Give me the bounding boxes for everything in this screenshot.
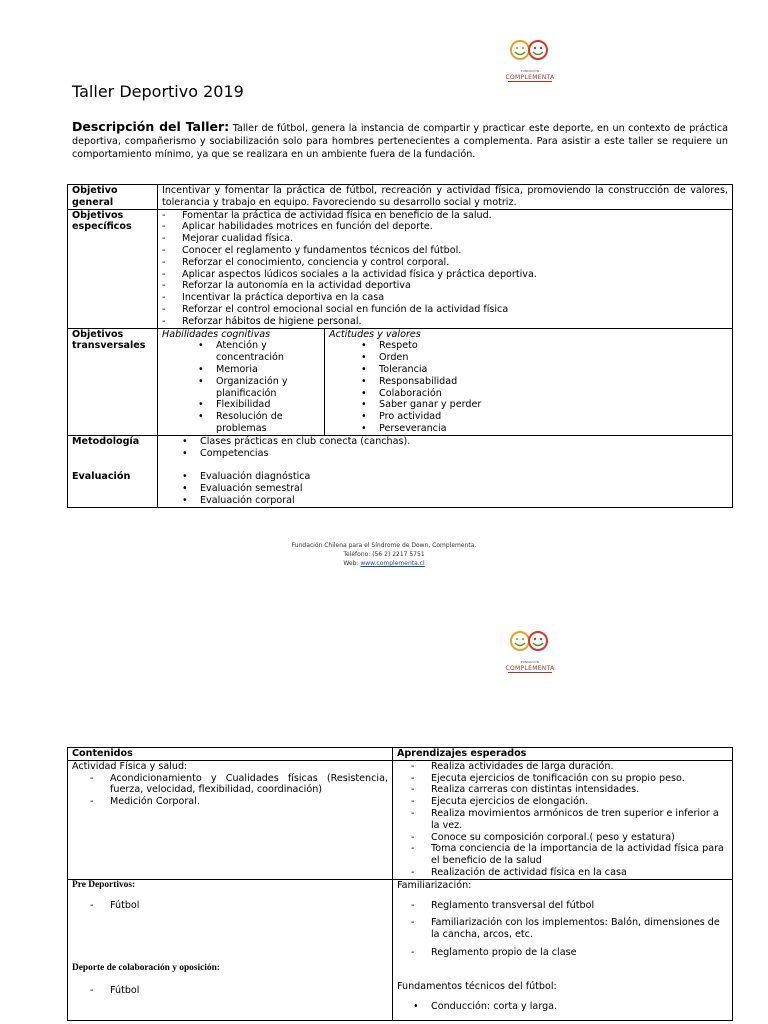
list-item: - Mejorar cualidad física.	[142, 233, 728, 245]
table-row	[68, 879, 733, 1020]
objetivo-general-label: Objetivo general	[68, 185, 158, 210]
list-item: - Reforzar la autonomía en la actividad deportiva	[142, 280, 728, 292]
fundamentos-title: Fundamentos técnicos del fútbol:	[397, 980, 557, 992]
contents-table	[67, 747, 733, 1021]
list-item: • Resolución de problemas	[176, 411, 320, 435]
table-row	[68, 760, 733, 879]
list-item: - Fútbol	[70, 900, 388, 912]
logo-name-text: COMPLEMENTA	[505, 665, 555, 672]
metodologia-evaluacion-labels	[68, 435, 158, 507]
list-item: - Realización de actividad física en la casa	[391, 867, 728, 879]
list-item: • Orden	[339, 352, 728, 364]
list-item: • Perseverancia	[339, 423, 728, 435]
logo-divider	[508, 81, 552, 82]
list-item: - Fomentar la práctica de actividad física en beneficio de la salud.	[142, 210, 728, 222]
list-item: • Conducción: corta y larga.	[391, 1001, 728, 1013]
list-item: - Incentivar la práctica deportiva en la casa	[142, 292, 728, 304]
list-item: - Reglamento transversal del fútbol	[391, 900, 728, 912]
actitudes-cell	[325, 328, 733, 435]
list-item: - Reforzar hábitos de higiene personal.	[142, 316, 728, 328]
objetivos-especificos-cell	[158, 209, 733, 328]
list-item: - Conocer el reglamento y fundamentos técnicos del fútbol.	[142, 245, 728, 257]
list-item: • Clases prácticas en club conecta (canchas).	[160, 436, 728, 448]
description-text: Taller de fútbol, genera la instancia de compartir y practicar este deporte, en un contexto de práctica deportiva, compañerismo y sociabilización solo para hombres pertenecientes a complementa. Para asistir a este taller se requiere un comportamiento mínimo, ya que se realizara en un ambiente fuera de la fundación.	[72, 123, 728, 160]
objetivo-general-text: Incentivar y fomentar la práctica de fútbol, recreación y actividad física, promoviendo la construcción de valores, tolerancia y trabajo en equipo. Favoreciendo su desarrollo social y motriz.	[158, 185, 733, 210]
contenidos-header: Contenidos	[68, 748, 393, 761]
complementa-logo	[500, 36, 560, 92]
table-row	[68, 748, 733, 761]
list-item: • Evaluación diagnóstica	[160, 471, 728, 483]
familiarizacion-title: Familiarización:	[397, 879, 472, 891]
footer-line-1: Fundación Chilena para el Síndrome de Down, Complementa.	[291, 542, 477, 549]
list-item: - Realiza movimientos armónicos de tren superior e inferior a la vez.	[391, 808, 728, 832]
list-item: • Tolerancia	[339, 364, 728, 376]
list-item: - Realiza actividades de larga duración.	[391, 761, 728, 773]
list-item: • Evaluación corporal	[160, 495, 728, 507]
actitudes-title: Actitudes y valores	[329, 328, 421, 340]
aprendizajes-cell	[393, 760, 733, 879]
list-item: • Respeto	[339, 340, 728, 352]
salud-cell	[68, 760, 393, 879]
deportes-cell	[68, 879, 393, 1020]
habilidades-cell	[158, 328, 325, 435]
list-item: - Medición Corporal.	[70, 796, 388, 808]
list-item: - Acondicionamiento y Cualidades físicas (Resistencia, fuerza, velocidad, flexibilidad, coordinación)	[70, 773, 388, 797]
table-row	[68, 328, 733, 435]
footer-web-label: Web:	[343, 560, 361, 567]
page-title: Taller Deportivo 2019	[72, 82, 244, 101]
evaluacion-label: Evaluación	[72, 470, 131, 482]
list-item: • Responsabilidad	[339, 376, 728, 388]
footer-line-2: Teléfono: (56 2) 2217 5751	[343, 551, 425, 558]
objetivos-transversales-label: Objetivos transversales	[68, 328, 158, 435]
website-link[interactable]: www.complementa.cl	[360, 560, 425, 567]
metodologia-label: Metodología	[72, 435, 140, 447]
list-item: - Familiarización con los implementos: Balón, dimensiones de la cancha, arcos, etc.	[391, 917, 728, 941]
smiley-faces-icon	[500, 36, 560, 70]
list-item: - Ejecuta ejercicios de tonificación con su propio peso.	[391, 773, 728, 785]
list-item: • Competencias	[160, 448, 728, 460]
aprendizajes-header: Aprendizajes esperados	[393, 748, 733, 761]
list-item: • Evaluación semestral	[160, 483, 728, 495]
footer	[0, 541, 768, 568]
familiarizacion-cell	[393, 879, 733, 1020]
predeportivos-title: Pre Deportivos:	[72, 879, 136, 890]
logo-fundacion-text: FUNDACIÓN	[520, 660, 539, 664]
list-item: • Saber ganar y perder	[339, 399, 728, 411]
metodologia-evaluacion-cell	[158, 435, 733, 507]
list-item: - Aplicar habilidades motrices en función del deporte.	[142, 221, 728, 233]
list-item: - Reglamento propio de la clase	[391, 947, 728, 959]
list-item: - Toma conciencia de la importancia de la actividad física para el beneficio de la salud	[391, 843, 728, 867]
table-row	[68, 435, 733, 507]
table-row	[68, 185, 733, 210]
list-item: • Memoria	[176, 364, 320, 376]
description-heading: Descripción del Taller:	[72, 119, 230, 134]
salud-title: Actividad Física y salud:	[72, 760, 188, 772]
list-item: - Fútbol	[70, 985, 388, 997]
objectives-table	[67, 184, 733, 508]
list-item: • Colaboración	[339, 388, 728, 400]
description	[72, 120, 728, 161]
table-row	[68, 209, 733, 328]
list-item: - Conoce su composición corporal.( peso y estatura)	[391, 832, 728, 844]
list-item: • Atención y concentración	[176, 340, 320, 364]
list-item: - Reforzar el conocimiento, conciencia y control corporal.	[142, 257, 728, 269]
list-item: - Ejecuta ejercicios de elongación.	[391, 796, 728, 808]
logo-name-text: COMPLEMENTA	[505, 74, 555, 81]
list-item: - Reforzar el control emocional social en función de la actividad física	[142, 304, 728, 316]
logo-divider	[508, 672, 552, 673]
list-item: • Organización y planificación	[176, 376, 320, 400]
list-item: • Flexibilidad	[176, 399, 320, 411]
colaboracion-title: Deporte de colaboración y oposición:	[72, 963, 220, 974]
habilidades-title: Habilidades cognitivas	[162, 328, 271, 340]
list-item: • Pro actividad	[339, 411, 728, 423]
objetivos-especificos-label: Objetivos específicos	[68, 209, 158, 328]
list-item: - Aplicar aspectos lúdicos sociales a la actividad física y práctica deportiva.	[142, 269, 728, 281]
complementa-logo	[500, 627, 560, 683]
list-item: - Realiza carreras con distintas intensidades.	[391, 784, 728, 796]
smiley-faces-icon	[500, 627, 560, 661]
logo-fundacion-text: FUNDACIÓN	[520, 69, 539, 73]
